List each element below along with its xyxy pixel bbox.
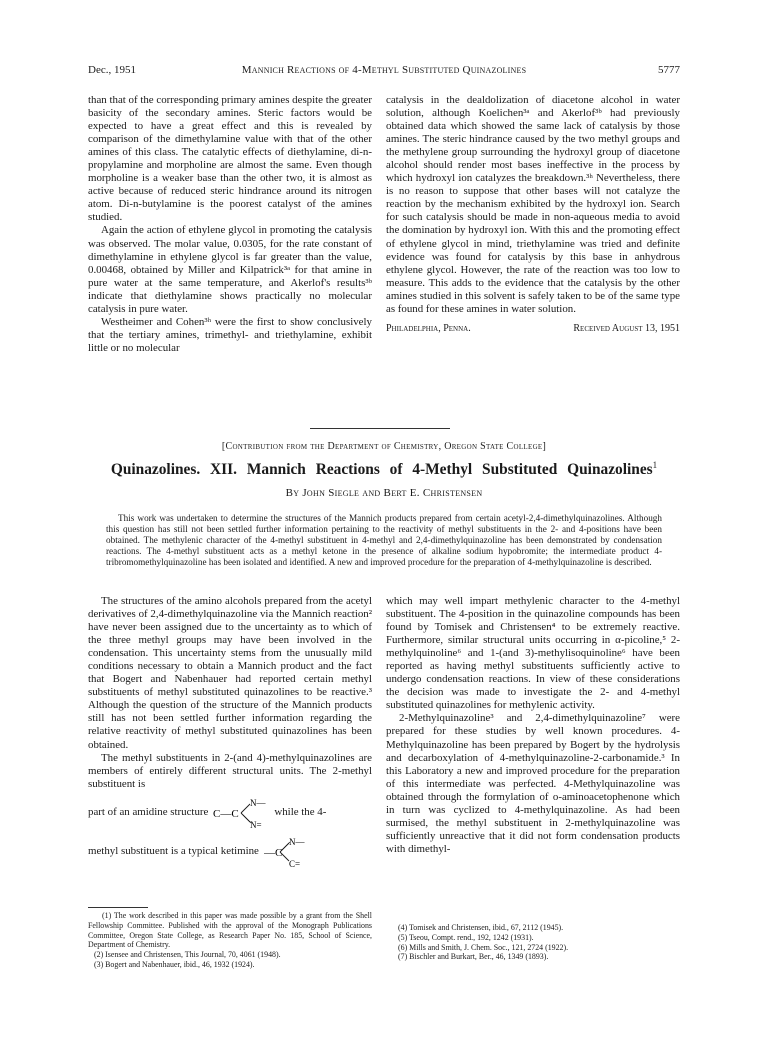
paragraph: The methyl substituents in 2-(and 4)-methylquinazolines are members of entirely different structural units. The 2-methyl substituent is bbox=[88, 751, 372, 790]
running-header bbox=[88, 64, 680, 80]
author-byline: By John Siegle and Bert E. Christensen bbox=[285, 487, 483, 499]
paragraph: which may well impart methylenic character to the 4-methyl substituent. The 4-position in the quinazoline compounds has been found by Tomisek and Christensen⁴ to be extremely reactive. Furthermore, similar structural units occurring in α-picoline,⁵ 2-methylquinoline⁶ and 1-(and 3)-methylisoquinoline⁶ have been reported as having methyl substituents sufficiently active to undergo condensation reactions. In view of these considerations the decision was made to investigate the 2- and 4-methyl substituted quinazolines for methylenic activity. bbox=[386, 595, 680, 712]
struct-upper: N— bbox=[250, 797, 266, 808]
footnote: (1) The work described in this paper was made possible by a grant from the Shell Fellowship Committee. Published with the approval of the Monograph Publications Committee, Oregon State College, as Research Paper No. 185, School of Science, Department of Chemistry. bbox=[88, 911, 372, 950]
paragraph: Again the action of ethylene glycol in promoting the catalysis was observed. The molar value, 0.0305, for the rate constant of dimethylamine in ethylene glycol is far greater than the value, 0.00468, obtained by Miller and Kilpatrick³ᵃ for that amine in pure water at the same temperature, and Akerlof's results³ᵇ indicate that diethylamine shows practically no molecular catalysis in pure water. bbox=[88, 224, 372, 315]
footnote-rule bbox=[88, 907, 148, 908]
amidine-structure-drawing bbox=[213, 796, 269, 830]
paragraph: 2-Methylquinazoline³ and 2,4-dimethylquinazoline⁷ were prepared for these studies by well known procedures. 4-Methylquinazoline has been prepared by Bogert by the hydrolysis and decarboxylation of 4-methylquinazoline-2-carbonamide.³ In this Laboratory a new and improved procedure for the preparation of this intermediate was perfected. 4-Methylquinazoline was obtained through the formylation of o-aminoacetophenone which in turn was cyclized to 4-methylquinazoline. As had been surmised, the methyl substituent in 2-methylquinazoline was sufficiently unreactive that it did not form condensation products with dimethyl- bbox=[386, 712, 680, 855]
footnote: (4) Tomisek and Christensen, ibid., 67, 2112 (1945). bbox=[398, 923, 564, 932]
header-date: Dec., 1951 bbox=[88, 64, 136, 76]
paragraph: catalysis in the dealdolization of diacetone alcohol in water solution, although Koelichen³ᵃ and Akerlof³ᵇ had previously obtained data which showed the same lack of catalysis by those amines. The steric hindrance caused by the two methyl groups and the methylene group surrounding the hydroxyl group of diacetone alcohol should render most bases ineffective in the process by which hydroxyl ion catalyzes the breakdown.³ʰ Nevertheless, there is no reason to suppose that other bases will not catalyze the reaction by the mechanism exhibited by the hydroxyl ion. Search for such catalysis should be made in non-aqueous media to avoid the domination by hydroxyl ion. With this and the promoting effect of ethylene glycol in mind, triethylamine was tried and definite evidence was found for catalysis by this base in anhydrous ethylene glycol. However, the rate of the reaction was too low to measure. This adds to the evidence that the catalysis by the other amines studied in this solvent is safely taken to be of the same type as found for these amines in water solution. bbox=[386, 94, 680, 315]
ketimine-structure bbox=[264, 835, 308, 869]
footnote: (3) Bogert and Nabenhauer, ibid., 46, 1932 (1924). bbox=[94, 959, 255, 969]
footnote: (7) Bischler and Burkart, Ber., 46, 1349 (1893). bbox=[398, 952, 549, 962]
ketimine-structure-drawing bbox=[264, 835, 308, 869]
article-title bbox=[88, 461, 680, 479]
abstract: This work was undertaken to determine the structures of the Mannich products prepared from certain acetyl-2,4-dimethylquinazolines. Although this question has still not been settled further information pertaining to the reactivity of methyl substituents in the 2- and 4-positions have been obtained. The methylenic character of the 4-methyl substituent in 4-methyl and 2,4-dimethylquinazoline has been demonstrated by condensation reactions. The 4-methyl substituent acts as a methyl ketone in the presence of alkaline sodium hypobromite; the intermediate product 4-tribromomethylquinazoline has been isolated and identified. A new and improved procedure for the preparation of 4-methylquinazoline is described. bbox=[106, 513, 662, 567]
struct-lower: N= bbox=[250, 819, 262, 830]
equation-text: while the 4- bbox=[274, 806, 327, 819]
paragraph: than that of the corresponding primary amines despite the greater basicity of the secondary amines. Steric factors would be expected to have a great effect and this is revealed by comparison of the dimethylamine value with that of the other amines of this class. The catalytic effects of diethylamine, di-n-propylamine and morpholine are almost the same. Even though morpholine is a weaker base than the other two, it is almost as active because of reduced steric hindrance around its nitrogen atom. Di-n-butylamine is the poorest catalyst of the amines studied. bbox=[88, 94, 372, 224]
struct-lower: C= bbox=[288, 858, 300, 869]
ketimine-equation-line bbox=[88, 835, 372, 869]
footnotes-left bbox=[88, 911, 372, 970]
top-right-column bbox=[386, 94, 680, 335]
struct-upper: N— bbox=[288, 836, 305, 847]
title-footnote-mark: 1 bbox=[652, 459, 658, 470]
header-page-number: 5777 bbox=[658, 64, 680, 76]
section-divider bbox=[310, 428, 450, 429]
header-running-title: Mannich Reactions of 4-Methyl Substituted Quinazolines bbox=[241, 64, 527, 76]
paragraph: The structures of the amino alcohols prepared from the acetyl derivatives of 2,4-dimethylquinazoline via the Mannich reaction² have never been assigned due to the uncertainty as to which of the three methyl groups may have been involved in the condensation. This uncertainty stems from the unusually mild conditions necessary to obtain a Mannich product and the fact that Bogert and Nabenhauer had reported certain methyl substituents of methyl substituted quinazolines to be reactive.³ Although the question of the structure of the Mannich products still has not been settled further information regarding the relative reactivity of methyl substituted quinazolines has been obtained. bbox=[88, 595, 372, 751]
dateline bbox=[386, 322, 680, 335]
footnote: (6) Mills and Smith, J. Chem. Soc., 121, 2724 (1922). bbox=[398, 942, 569, 952]
bottom-left-column bbox=[88, 595, 372, 874]
article-title-text: Quinazolines. XII. Mannich Reactions of 4-Methyl Substituted Quinazolines bbox=[110, 461, 653, 478]
bond-up bbox=[241, 804, 250, 813]
bottom-right-column bbox=[386, 595, 680, 856]
amidine-structure bbox=[213, 796, 269, 830]
footnote: (5) Tseou, Compt. rend., 192, 1242 (1931). bbox=[398, 932, 534, 942]
amidine-equation-line bbox=[88, 796, 372, 830]
equation-text: methyl substituent is a typical ketimine bbox=[88, 845, 259, 858]
contribution-line: [Contribution from the Department of Chemistry, Oregon State College] bbox=[221, 441, 547, 452]
place: Philadelphia, Penna. bbox=[386, 322, 471, 334]
struct-left: C—C bbox=[213, 807, 240, 820]
received-date: Received August 13, 1951 bbox=[573, 322, 680, 334]
paragraph: Westheimer and Cohen³ʰ were the first to show conclusively that the tertiary amines, trimethyl- and triethylamine, exhibit little or no molecular bbox=[88, 315, 372, 354]
top-left-column bbox=[88, 94, 372, 355]
footnote: (2) Isensee and Christensen, This Journal, 70, 4061 (1948). bbox=[94, 950, 281, 960]
footnotes-right bbox=[392, 923, 680, 962]
struct-left: —C bbox=[263, 846, 283, 859]
equation-text: part of an amidine structure bbox=[88, 806, 209, 819]
